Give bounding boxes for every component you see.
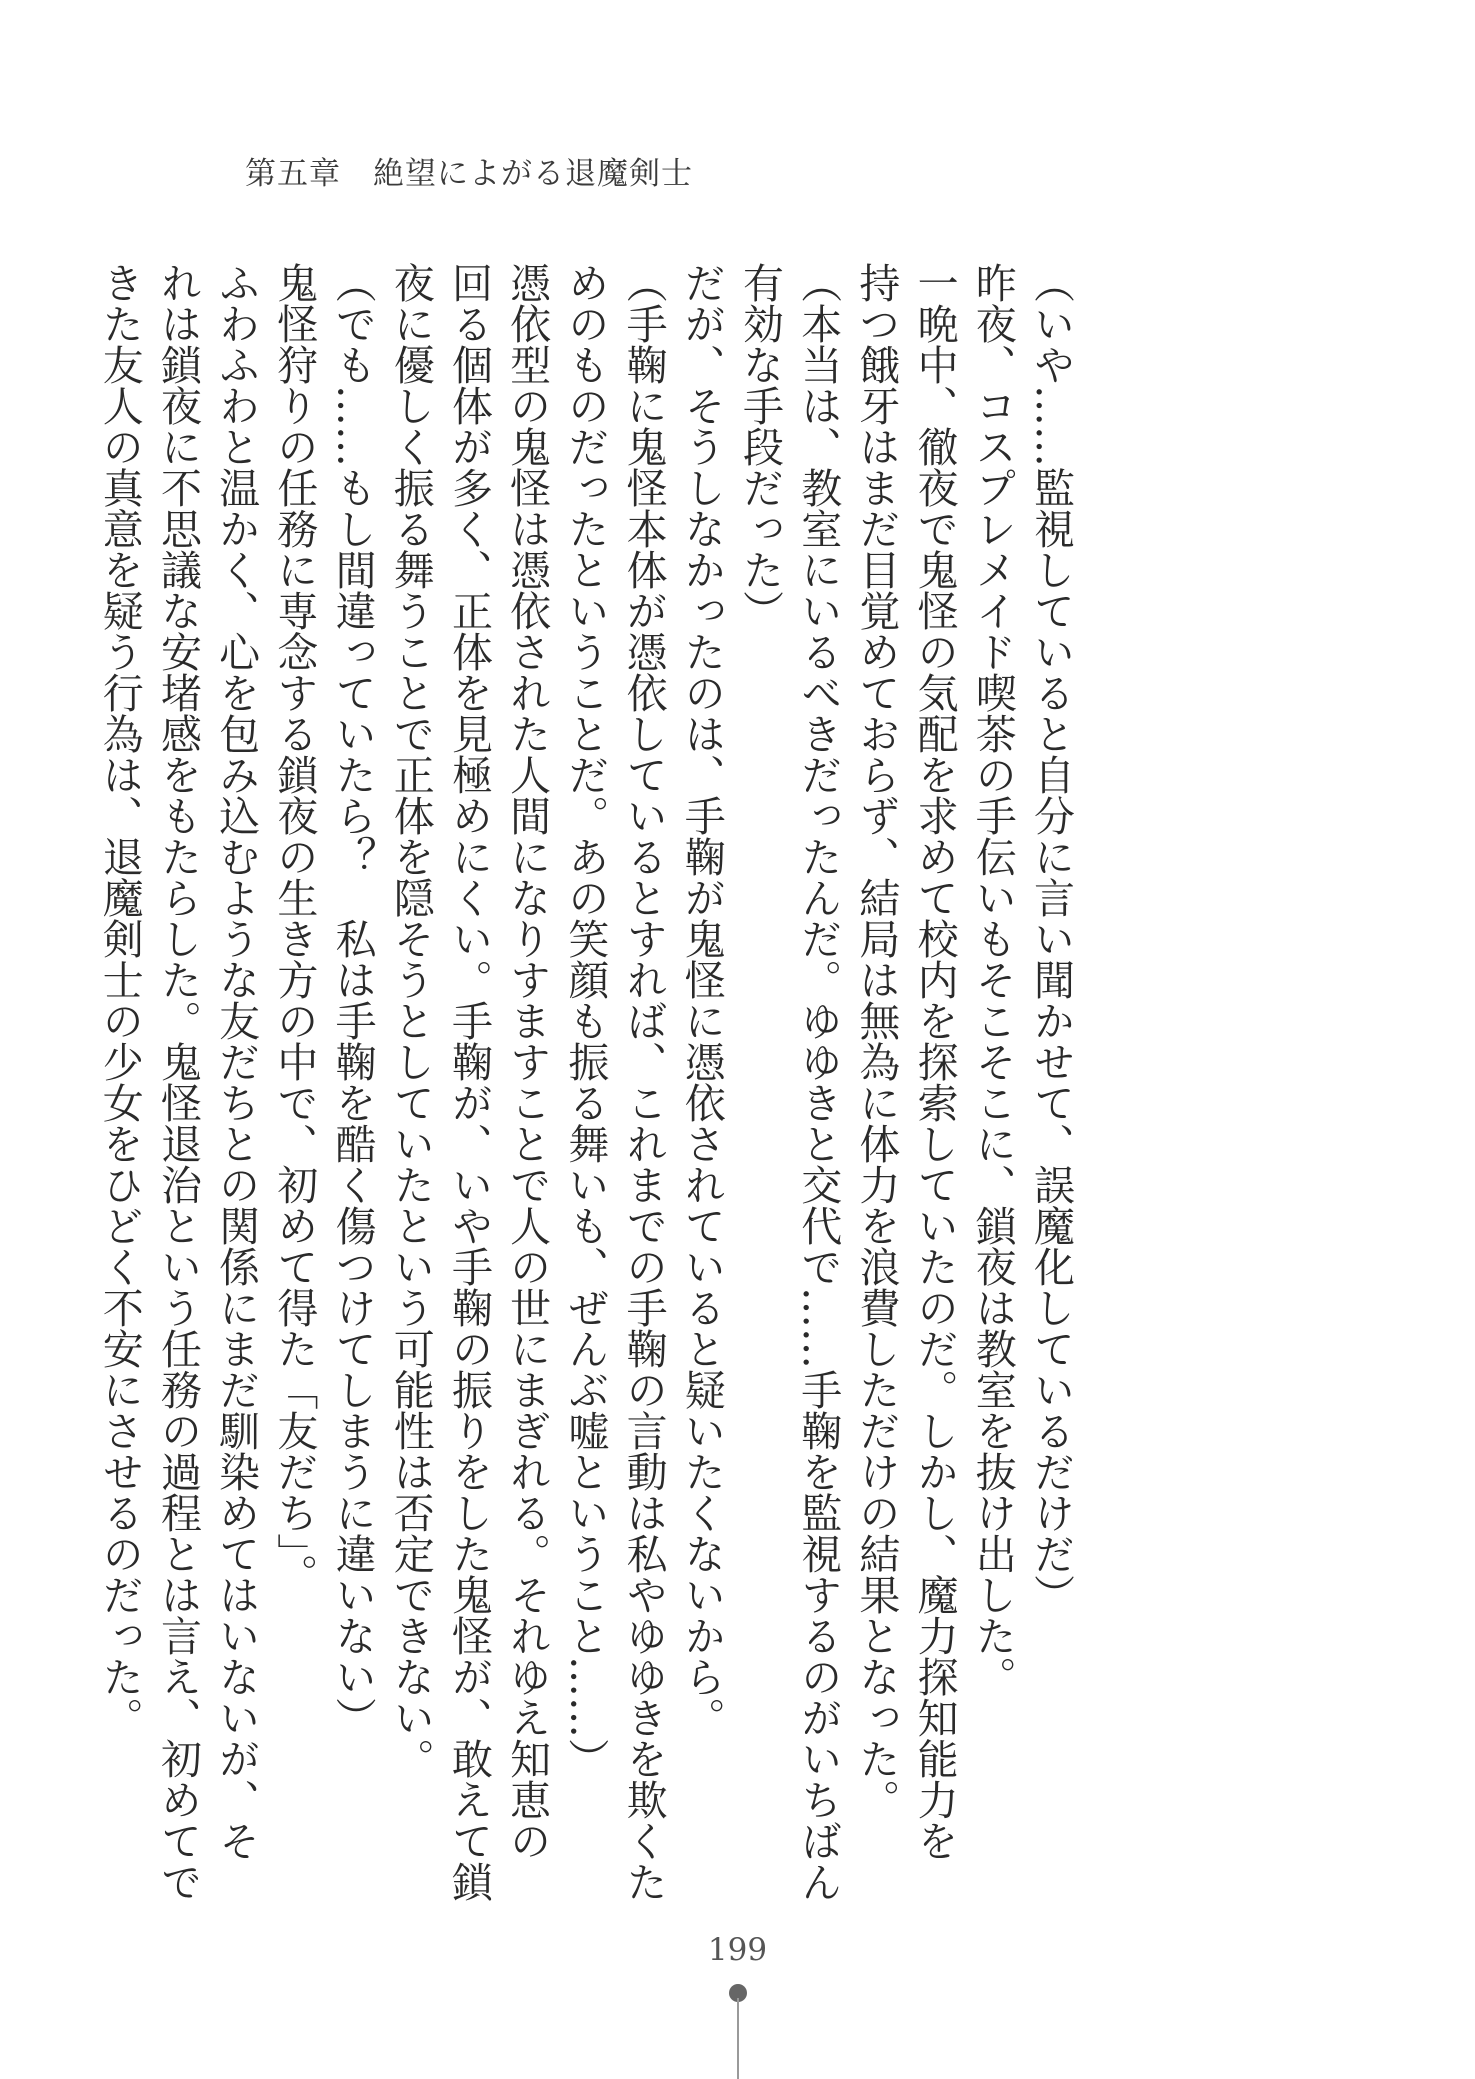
text-line: （いや……監視していると自分に言い聞かせて、誤魔化しているだけだ） (1027, 262, 1075, 1615)
text-line: めのものだったということだ。あの笑顔も振る舞いも、ぜんぶ嘘ということ……） (561, 262, 610, 1779)
text-line: 憑依型の鬼怪は憑依された人間になりすますことで人の世にまぎれる。それゆえ知恵の (503, 262, 552, 1861)
running-header-chapter-title: 第五章 絶望によがる退魔剣士 (245, 156, 693, 192)
text-line: 持つ餓牙はまだ目覚めておらず、結局は無為に体力を浪費しただけの結果となった。 (852, 262, 901, 1820)
text-line: 夜に優しく振る舞うことで正体を隠そうとしていたという可能性は否定できない。 (386, 262, 435, 1779)
text-line: （手鞠に鬼怪本体が憑依しているとすれば、これまでの手鞠の言動は私やゆゆきを欺くた (619, 262, 668, 1902)
text-line: 鬼怪狩りの任務に専念する鎖夜の生き方の中で、初めて得た「友だち」。 (270, 262, 319, 1595)
text-line: 回る個体が多く、正体を見極めにくい。手鞠が、いや手鞠の振りをした鬼怪が、敢えて鎖 (444, 262, 493, 1902)
text-line: きた友人の真意を疑う行為は、退魔剣士の少女をひどく不安にさせるのだった。 (95, 262, 144, 1738)
text-line: だが、そうしなかったのは、手鞠が鬼怪に憑依されていると疑いたくないから。 (677, 262, 726, 1738)
text-line: ふわふわと温かく、心を包み込むような友だちとの関係にまだ馴染めてはいないが、そ (212, 262, 261, 1861)
text-line: 有効な手段だった） (735, 262, 784, 631)
text-line: れは鎖夜に不思議な安堵感をもたらした。鬼怪退治という任務の過程とは言え、初めてで (153, 262, 202, 1902)
body-text (95, 262, 1080, 1902)
text-line: 一晩中、徹夜で鬼怪の気配を求めて校内を探索していたのだ。しかし、魔力探知能力を (910, 262, 959, 1861)
folio-line (737, 1998, 739, 2079)
text-line: （本当は、教室にいるべきだったんだ。ゆゆきと交代で……手鞠を監視するのがいちばん (794, 262, 843, 1902)
text-line: （でも……もし間違っていたら？ 私は手鞠を酷く傷つけてしまうに違いない） (328, 262, 377, 1738)
folio-marker (736, 1984, 740, 2079)
page-number: 199 (707, 1932, 768, 1968)
text-line: 昨夜、コスプレメイド喫茶の手伝いもそこそこに、鎖夜は教室を抜け出した。 (968, 262, 1017, 1697)
